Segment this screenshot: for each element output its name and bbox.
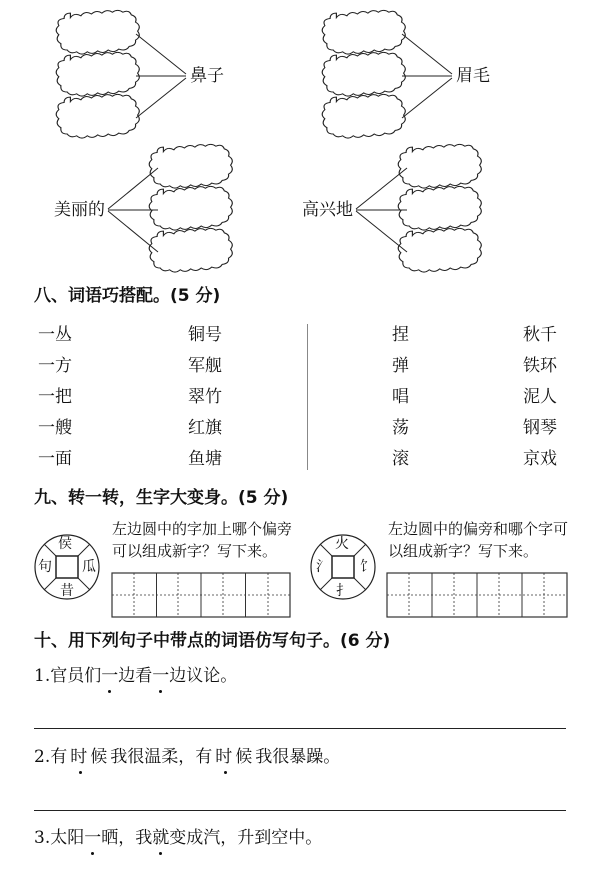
sentence-3-prefix: 3.太阳	[34, 828, 85, 848]
sentence-3-dotted-2: 就	[152, 828, 170, 848]
sentence-2-dotted-1: 有时候	[50, 747, 111, 767]
cloud-group-happy	[356, 144, 481, 272]
sentence-1-dotted-2: 一	[152, 666, 170, 686]
sentence-2-dotted-2: 有时候	[195, 747, 256, 767]
wheel1-left: 句	[38, 559, 52, 575]
cloud-group-beautiful	[108, 144, 232, 272]
match-word: 鱼塘	[188, 449, 222, 469]
match-word: 泥人	[523, 387, 557, 407]
match-word: 一把	[38, 387, 72, 407]
section8-title: 八、词语巧搭配。(5 分)	[34, 286, 221, 306]
wheel2-right: 饣	[360, 559, 374, 575]
section9-hint-1: 左边圆中的字加上哪个偏旁可以组成新字？写下来。	[112, 520, 293, 560]
sentence-3	[34, 828, 322, 848]
sentence-1-mid-2: 边议论。	[169, 666, 238, 686]
match-word: 一面	[38, 449, 72, 469]
sentence-1-dotted-1: 一	[101, 666, 119, 686]
section8-right-col1	[392, 325, 432, 480]
section10-title: 十、用下列句子中带点的词语仿写句子。(6 分)	[34, 631, 391, 651]
match-word: 钢琴	[523, 418, 557, 438]
sentence-3-mid-1: 晒，我	[101, 828, 153, 848]
label-nose: 鼻子	[190, 66, 224, 86]
label-beautiful: 美丽的	[54, 200, 105, 220]
sentence-1-prefix: 1.官员们	[34, 666, 102, 686]
match-word: 一方	[38, 356, 72, 376]
sentence-2	[34, 747, 340, 767]
match-word: 捏	[392, 325, 409, 345]
cloud-group-nose	[56, 10, 186, 138]
mindmap-graphics	[0, 0, 604, 280]
section8-left-col1	[38, 325, 98, 480]
sentence-2-mid-1: 我很温柔，	[110, 747, 196, 767]
match-word: 军舰	[188, 356, 222, 376]
match-word: 铜号	[188, 325, 222, 345]
match-word: 红旗	[188, 418, 222, 438]
section8-left-col2	[188, 325, 248, 480]
wheel2-left: 氵	[316, 559, 330, 575]
sentence-2-prefix: 2.	[34, 747, 51, 767]
section9-title: 九、转一转，生字大变身。(5 分)	[34, 488, 289, 508]
match-word: 铁环	[523, 356, 557, 376]
wheel2-top: 火	[335, 536, 349, 552]
wheel1-bottom: 昔	[60, 583, 74, 599]
wheel1-top: 侯	[58, 536, 72, 552]
sentence-1-mid-1: 边看	[118, 666, 153, 686]
match-word: 翠竹	[188, 387, 222, 407]
match-word: 荡	[392, 418, 409, 438]
match-word: 唱	[392, 387, 409, 407]
match-word: 京戏	[523, 449, 557, 469]
match-word: 滚	[392, 449, 409, 469]
section8-right-col2	[523, 325, 583, 480]
match-word: 秋千	[523, 325, 557, 345]
cloud-group-eyebrow	[322, 10, 452, 138]
match-word: 一丛	[38, 325, 72, 345]
match-word: 弹	[392, 356, 409, 376]
sentence-2-mid-2: 我很暴躁。	[255, 747, 341, 767]
sentence-1	[34, 666, 237, 686]
section8-divider	[307, 324, 308, 470]
match-word: 一艘	[38, 418, 72, 438]
section9-hint-2: 左边圆中的偏旁和哪个字可以组成新字？写下来。	[388, 520, 569, 560]
label-happy: 高兴地	[302, 200, 353, 220]
sentence-3-mid-2: 变成汽，升到空中。	[169, 828, 323, 848]
wheel1-right: 瓜	[82, 559, 96, 575]
label-eyebrow: 眉毛	[456, 66, 490, 86]
answer-line-2[interactable]	[34, 810, 566, 811]
sentence-3-dotted-1: 一	[84, 828, 102, 848]
wheel2-bottom: 扌	[336, 583, 350, 599]
answer-line-1[interactable]	[34, 728, 566, 729]
